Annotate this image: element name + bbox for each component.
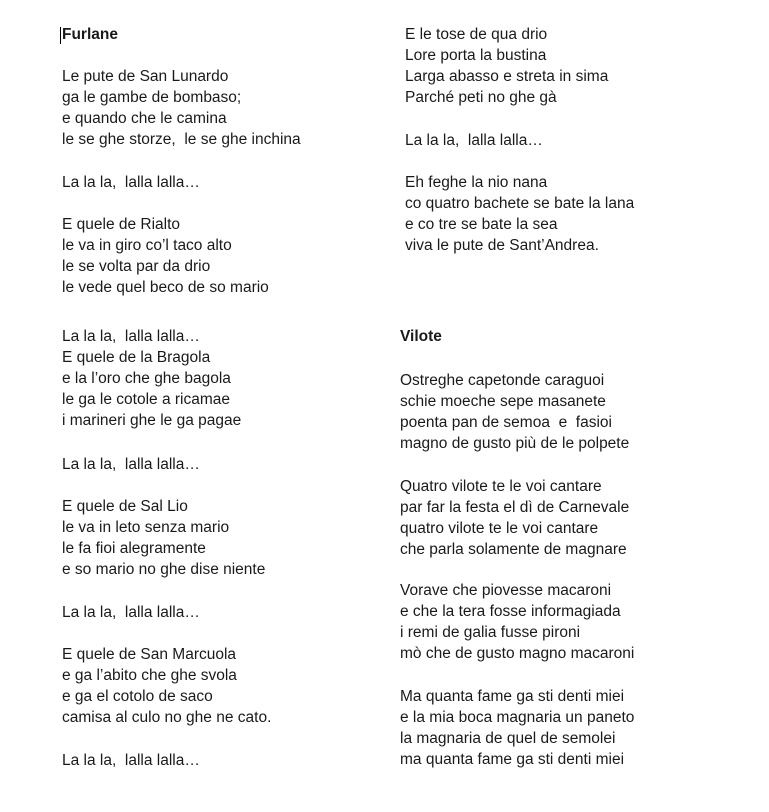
left-refrain-2 — [62, 454, 200, 475]
verse-line[interactable]: Eh feghe la nio nana — [405, 174, 548, 191]
right-stanza-1 — [405, 24, 608, 108]
verse-line[interactable]: viva le pute de Sant’Andrea. — [405, 237, 599, 254]
text-cursor — [60, 27, 61, 44]
verse-line[interactable]: E quele de Rialto — [62, 216, 181, 233]
verse-line[interactable]: Quatro vilote te le voi cantare — [400, 478, 602, 495]
verse-line[interactable]: E quele de San Marcuola — [62, 646, 237, 663]
verse-line[interactable]: e che la tera fosse informagiada — [400, 603, 621, 620]
verse-line[interactable]: Le pute de San Lunardo — [62, 68, 229, 85]
verse-line[interactable]: E quele de Sal Lio — [62, 498, 188, 515]
left-title-block — [62, 24, 118, 45]
verse-line[interactable]: Parché peti no ghe gà — [405, 89, 557, 106]
left-stanza-1 — [62, 66, 301, 150]
verse-line[interactable]: Larga abasso e streta in sima — [405, 68, 609, 85]
verse-line[interactable]: magno de gusto più de le polpete — [400, 435, 630, 452]
verse-line[interactable]: le fa fioi alegramente — [62, 540, 206, 557]
left-stanza-2 — [62, 214, 269, 298]
right-stanza-4 — [400, 476, 629, 560]
verse-line[interactable]: e co tre se bate la sea — [405, 216, 558, 233]
verse-line[interactable]: poenta pan de semoa e fasioi — [400, 414, 612, 431]
verse-line[interactable]: camisa al culo no ghe ne cato. — [62, 709, 272, 726]
verse-line[interactable]: i marineri ghe le ga pagae — [62, 412, 242, 429]
verse-line[interactable]: e la l’oro che ghe bagola — [62, 370, 231, 387]
right-stanza-2 — [405, 172, 634, 256]
verse-line[interactable]: Ma quanta fame ga sti denti miei — [400, 688, 625, 705]
verse-line[interactable]: e ga el cotolo de saco — [62, 688, 213, 705]
refrain-line[interactable]: La la la, lalla lalla… — [62, 752, 200, 769]
verse-line[interactable]: e quando che le camina — [62, 110, 227, 127]
right-stanza-5 — [400, 580, 634, 664]
verse-line[interactable]: e ga l’abito che ghe svola — [62, 667, 237, 684]
right-stanza-6 — [400, 686, 634, 770]
refrain-line[interactable]: La la la, lalla lalla… — [62, 174, 200, 191]
verse-line[interactable]: Ostreghe capetonde caraguoi — [400, 372, 605, 389]
right-stanza-3 — [400, 370, 629, 454]
verse-line[interactable]: quatro vilote te le voi cantare — [400, 520, 599, 537]
verse-line[interactable]: le se volta par da drio — [62, 258, 211, 275]
verse-line[interactable]: co quatro bachete se bate la lana — [405, 195, 635, 212]
verse-line[interactable]: Lore porta la bustina — [405, 47, 547, 64]
poem-title-vilote[interactable]: Vilote — [400, 328, 442, 345]
poem-title-furlane[interactable]: Furlane — [62, 26, 118, 43]
verse-line[interactable]: Vorave che piovesse macaroni — [400, 582, 612, 599]
verse-line[interactable]: e so mario no ghe dise niente — [62, 561, 266, 578]
verse-line[interactable]: mò che de gusto magno macaroni — [400, 645, 635, 662]
verse-line[interactable]: par far la festa el dì de Carnevale — [400, 499, 630, 516]
right-refrain — [405, 130, 543, 151]
verse-line[interactable]: i remi de galia fusse pironi — [400, 624, 581, 641]
verse-line[interactable]: E le tose de qua drio — [405, 26, 548, 43]
refrain-line[interactable]: La la la, lalla lalla… — [62, 328, 200, 345]
verse-line[interactable]: le va in giro co’l taco alto — [62, 237, 232, 254]
refrain-line[interactable]: La la la, lalla lalla… — [405, 132, 543, 149]
verse-line[interactable]: ga le gambe de bombaso; — [62, 89, 242, 106]
left-refrain-3 — [62, 602, 200, 623]
verse-line[interactable]: ma quanta fame ga sti denti miei — [400, 751, 625, 768]
refrain-line[interactable]: La la la, lalla lalla… — [62, 456, 200, 473]
verse-line[interactable]: le va in leto senza mario — [62, 519, 230, 536]
left-refrain-4 — [62, 750, 200, 771]
left-refrain-1 — [62, 172, 200, 193]
verse-line[interactable]: la magnaria de quel de semolei — [400, 730, 616, 747]
verse-line[interactable]: schie moeche sepe masanete — [400, 393, 606, 410]
verse-line[interactable]: E quele de la Bragola — [62, 349, 211, 366]
left-stanza-4 — [62, 496, 265, 580]
verse-line[interactable]: e la mia boca magnaria un paneto — [400, 709, 635, 726]
right-title-block — [400, 326, 442, 347]
verse-line[interactable]: le ga le cotole a ricamae — [62, 391, 231, 408]
verse-line[interactable]: le vede quel beco de so mario — [62, 279, 269, 296]
left-stanza-5 — [62, 644, 271, 728]
verse-line[interactable]: che parla solamente de magnare — [400, 541, 627, 558]
refrain-line[interactable]: La la la, lalla lalla… — [62, 604, 200, 621]
left-stanza-3 — [62, 326, 241, 431]
verse-line[interactable]: le se ghe storze, le se ghe inchina — [62, 131, 301, 148]
